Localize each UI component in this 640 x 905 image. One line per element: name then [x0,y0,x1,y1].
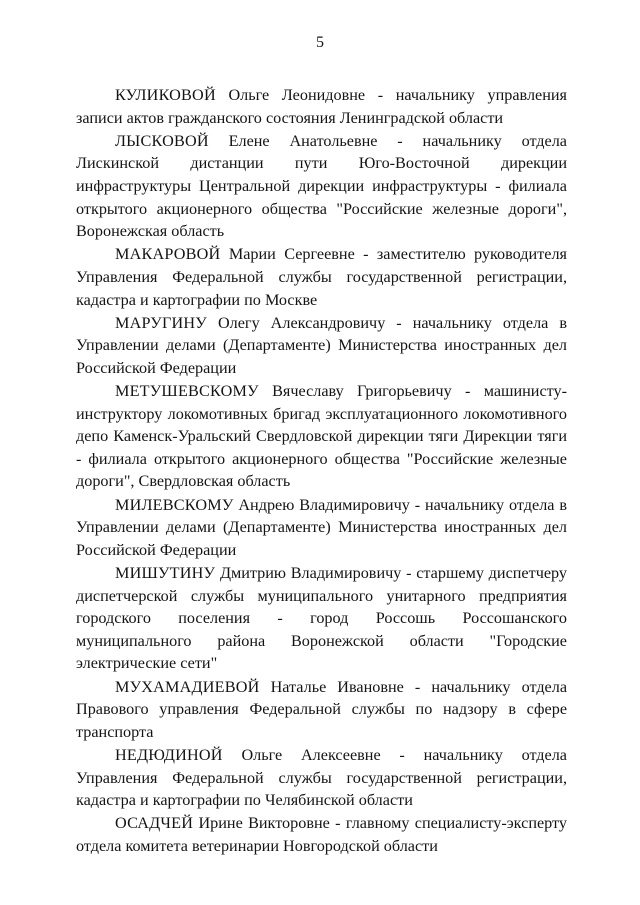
recipient-details: Елене Анатольевне - начальнику отдела Лискинской дистанции пути Юго-Восточной дирекции инфраструктуры Центральной дирекции инфраструктуры - филиала открытого акционерного общества "Российские железные дороги", Воронежская область [76,131,567,241]
list-item [76,312,567,380]
recipient-surname: МУХАМАДИЕВОЙ [115,677,260,696]
recipient-details: Ирине Викторовне - главному специалисту-эксперту отдела комитета ветеринарии Новгородской области [76,814,567,855]
recipient-surname: МИШУТИНУ [115,564,216,583]
recipient-details: Ольге Алексеевне - начальнику отдела Управления Федеральной службы государственной регистрации, кадастра и картографии по Челябинской области [76,745,567,810]
recipient-details: Марии Сергеевне - заместителю руководителя Управления Федеральной службы государственной регистрации, кадастра и картографии по Москве [76,245,567,309]
recipient-details: Андрею Владимировичу - начальнику отдела в Управлении делами (Департаменте) Министерства иностранных дел Российской Федерации [76,495,567,559]
recipient-surname: МЕТУШЕВСКОМУ [115,382,259,401]
list-item [76,494,567,562]
list-item [76,130,567,243]
recipient-surname: ЛЫСКОВОЙ [115,131,209,150]
recipient-details: Вячеславу Григорьевичу - машинисту-инструктору локомотивных бригад эксплуатационного локомотивного депо Каменск-Уральский Свердловской дирекции тяги Дирекции тяги - филиала открытого акционерного общества "Российские железные дороги", Свердловская область [76,382,567,491]
list-item [76,562,567,675]
recipient-surname: МАРУГИНУ [115,313,207,332]
award-list [76,84,567,858]
recipient-surname: НЕДЮДИНОЙ [115,745,223,764]
recipient-surname: МАКАРОВОЙ [115,245,221,264]
recipient-surname: МИЛЕВСКОМУ [115,495,234,514]
list-item [76,380,567,493]
recipient-details: Ольге Леонидовне - начальнику управления записи актов гражданского состояния Ленинградской области [76,86,567,127]
list-item [76,676,567,744]
list-item [76,744,567,812]
recipient-details: Наталье Ивановне - начальнику отдела Правового управления Федеральной службы по надзору в сфере транспорта [76,677,567,741]
list-item [76,243,567,311]
page-number: 5 [316,34,324,51]
recipient-details: Олегу Александровичу - начальнику отдела в Управлении делами (Департаменте) Министерства иностранных дел Российской Федерации [76,313,567,377]
list-item [76,84,567,129]
recipient-surname: ОСАДЧЕЙ [115,814,194,833]
recipient-surname: КУЛИКОВОЙ [115,86,216,104]
list-item [76,812,567,857]
recipient-details: Дмитрию Владимировичу - старшему диспетчеру диспетчерской службы муниципального унитарного предприятия городского поселения - город Россошь Россошанского муниципального района Воронежской области "Городские электрические сети" [76,564,567,673]
